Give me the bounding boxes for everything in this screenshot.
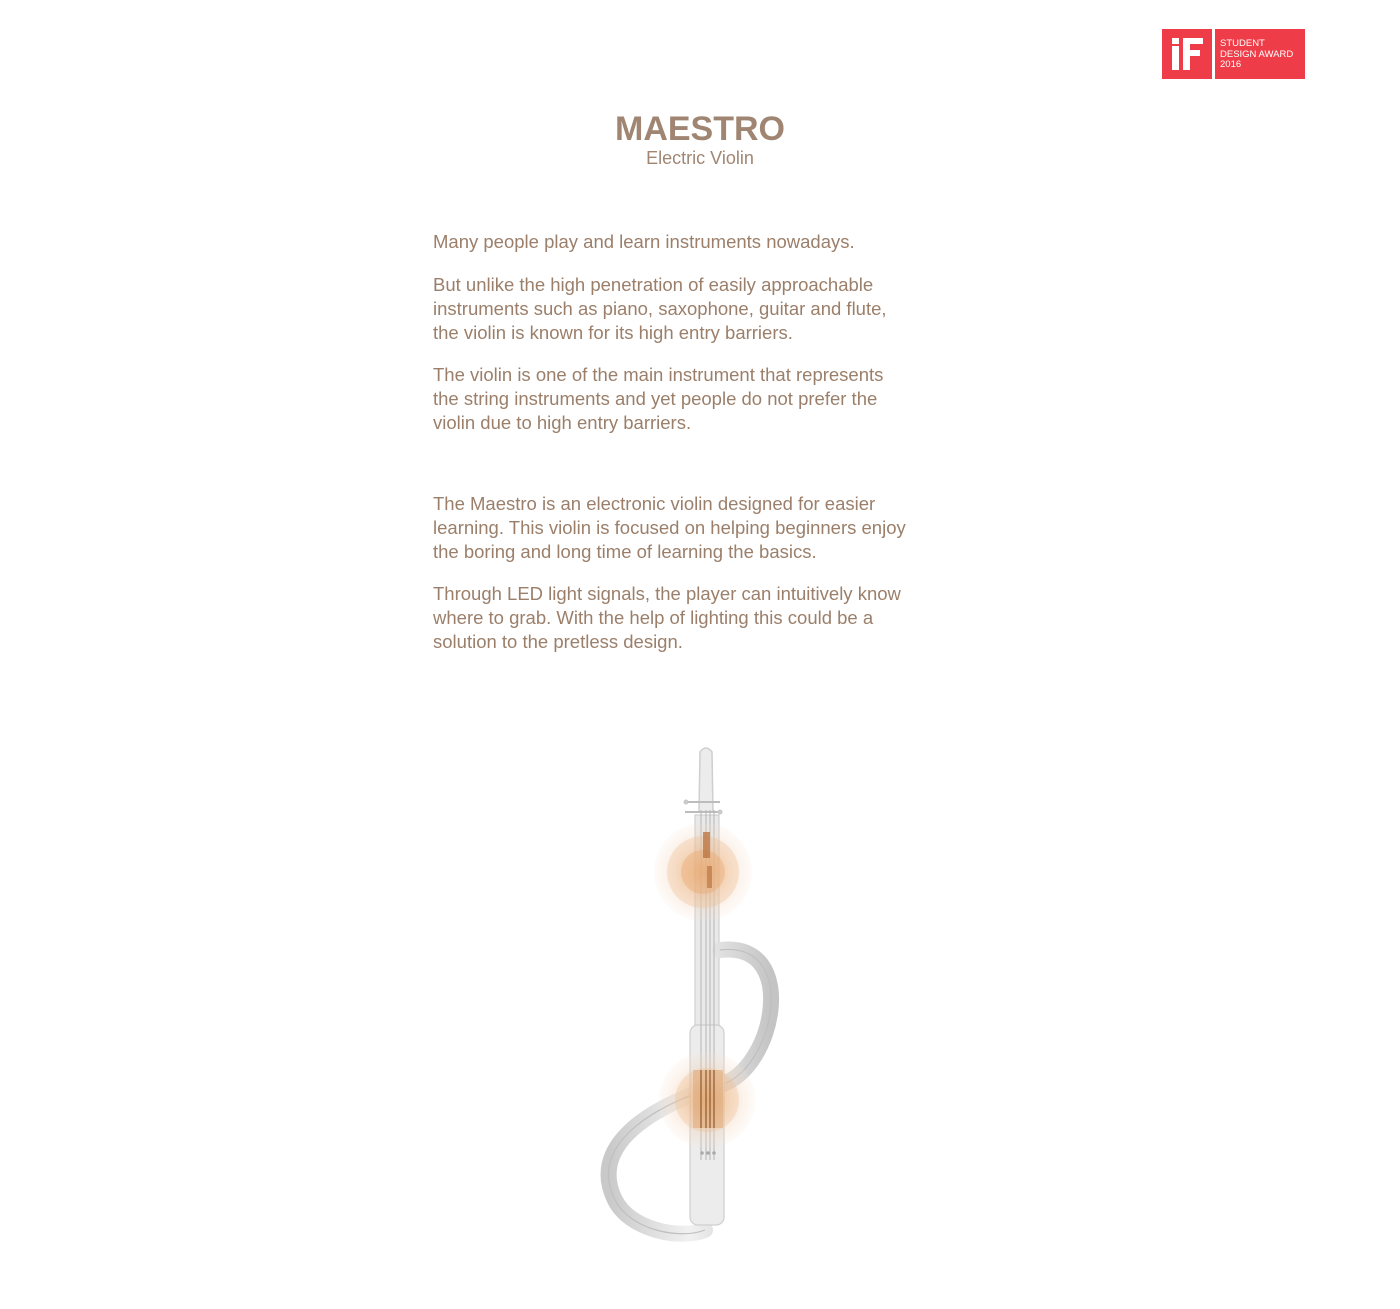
paragraph-intro: Many people play and learn instruments nowadays.	[433, 231, 855, 252]
if-logo	[1162, 29, 1212, 79]
page-subtitle: Electric Violin	[646, 148, 754, 168]
led-glow-lower	[659, 1052, 755, 1148]
if-award-line3: 2016	[1220, 59, 1242, 70]
if-award-line2: DESIGN AWARD	[1220, 48, 1294, 60]
page-title: MAESTRO	[615, 110, 785, 148]
if-award-text	[1215, 29, 1305, 79]
paragraph-led-signals: Through LED light signals, the player can intuitively know where to grab. With the help of lighting this could be a solution to the pretless design.	[433, 583, 901, 652]
paragraph-maestro-description: The Maestro is an electronic violin designed for easier learning. This violin is focused on helping beginners enjoy the boring and long time of learning the basics.	[433, 493, 906, 562]
if-award-badge	[1162, 29, 1305, 79]
electric-violin-illustration	[560, 740, 860, 1250]
paragraph-barriers: But unlike the high penetration of easily approachable instruments such as piano, saxophone, guitar and flute, the violin is known for its high entry barriers.	[433, 274, 887, 343]
paragraph-string-instruments: The violin is one of the main instrument that represents the string instruments and yet people do not prefer the violin due to high entry barriers.	[433, 364, 884, 433]
if-award-line1: STUDENT	[1220, 38, 1265, 49]
led-glow-upper	[654, 823, 752, 921]
